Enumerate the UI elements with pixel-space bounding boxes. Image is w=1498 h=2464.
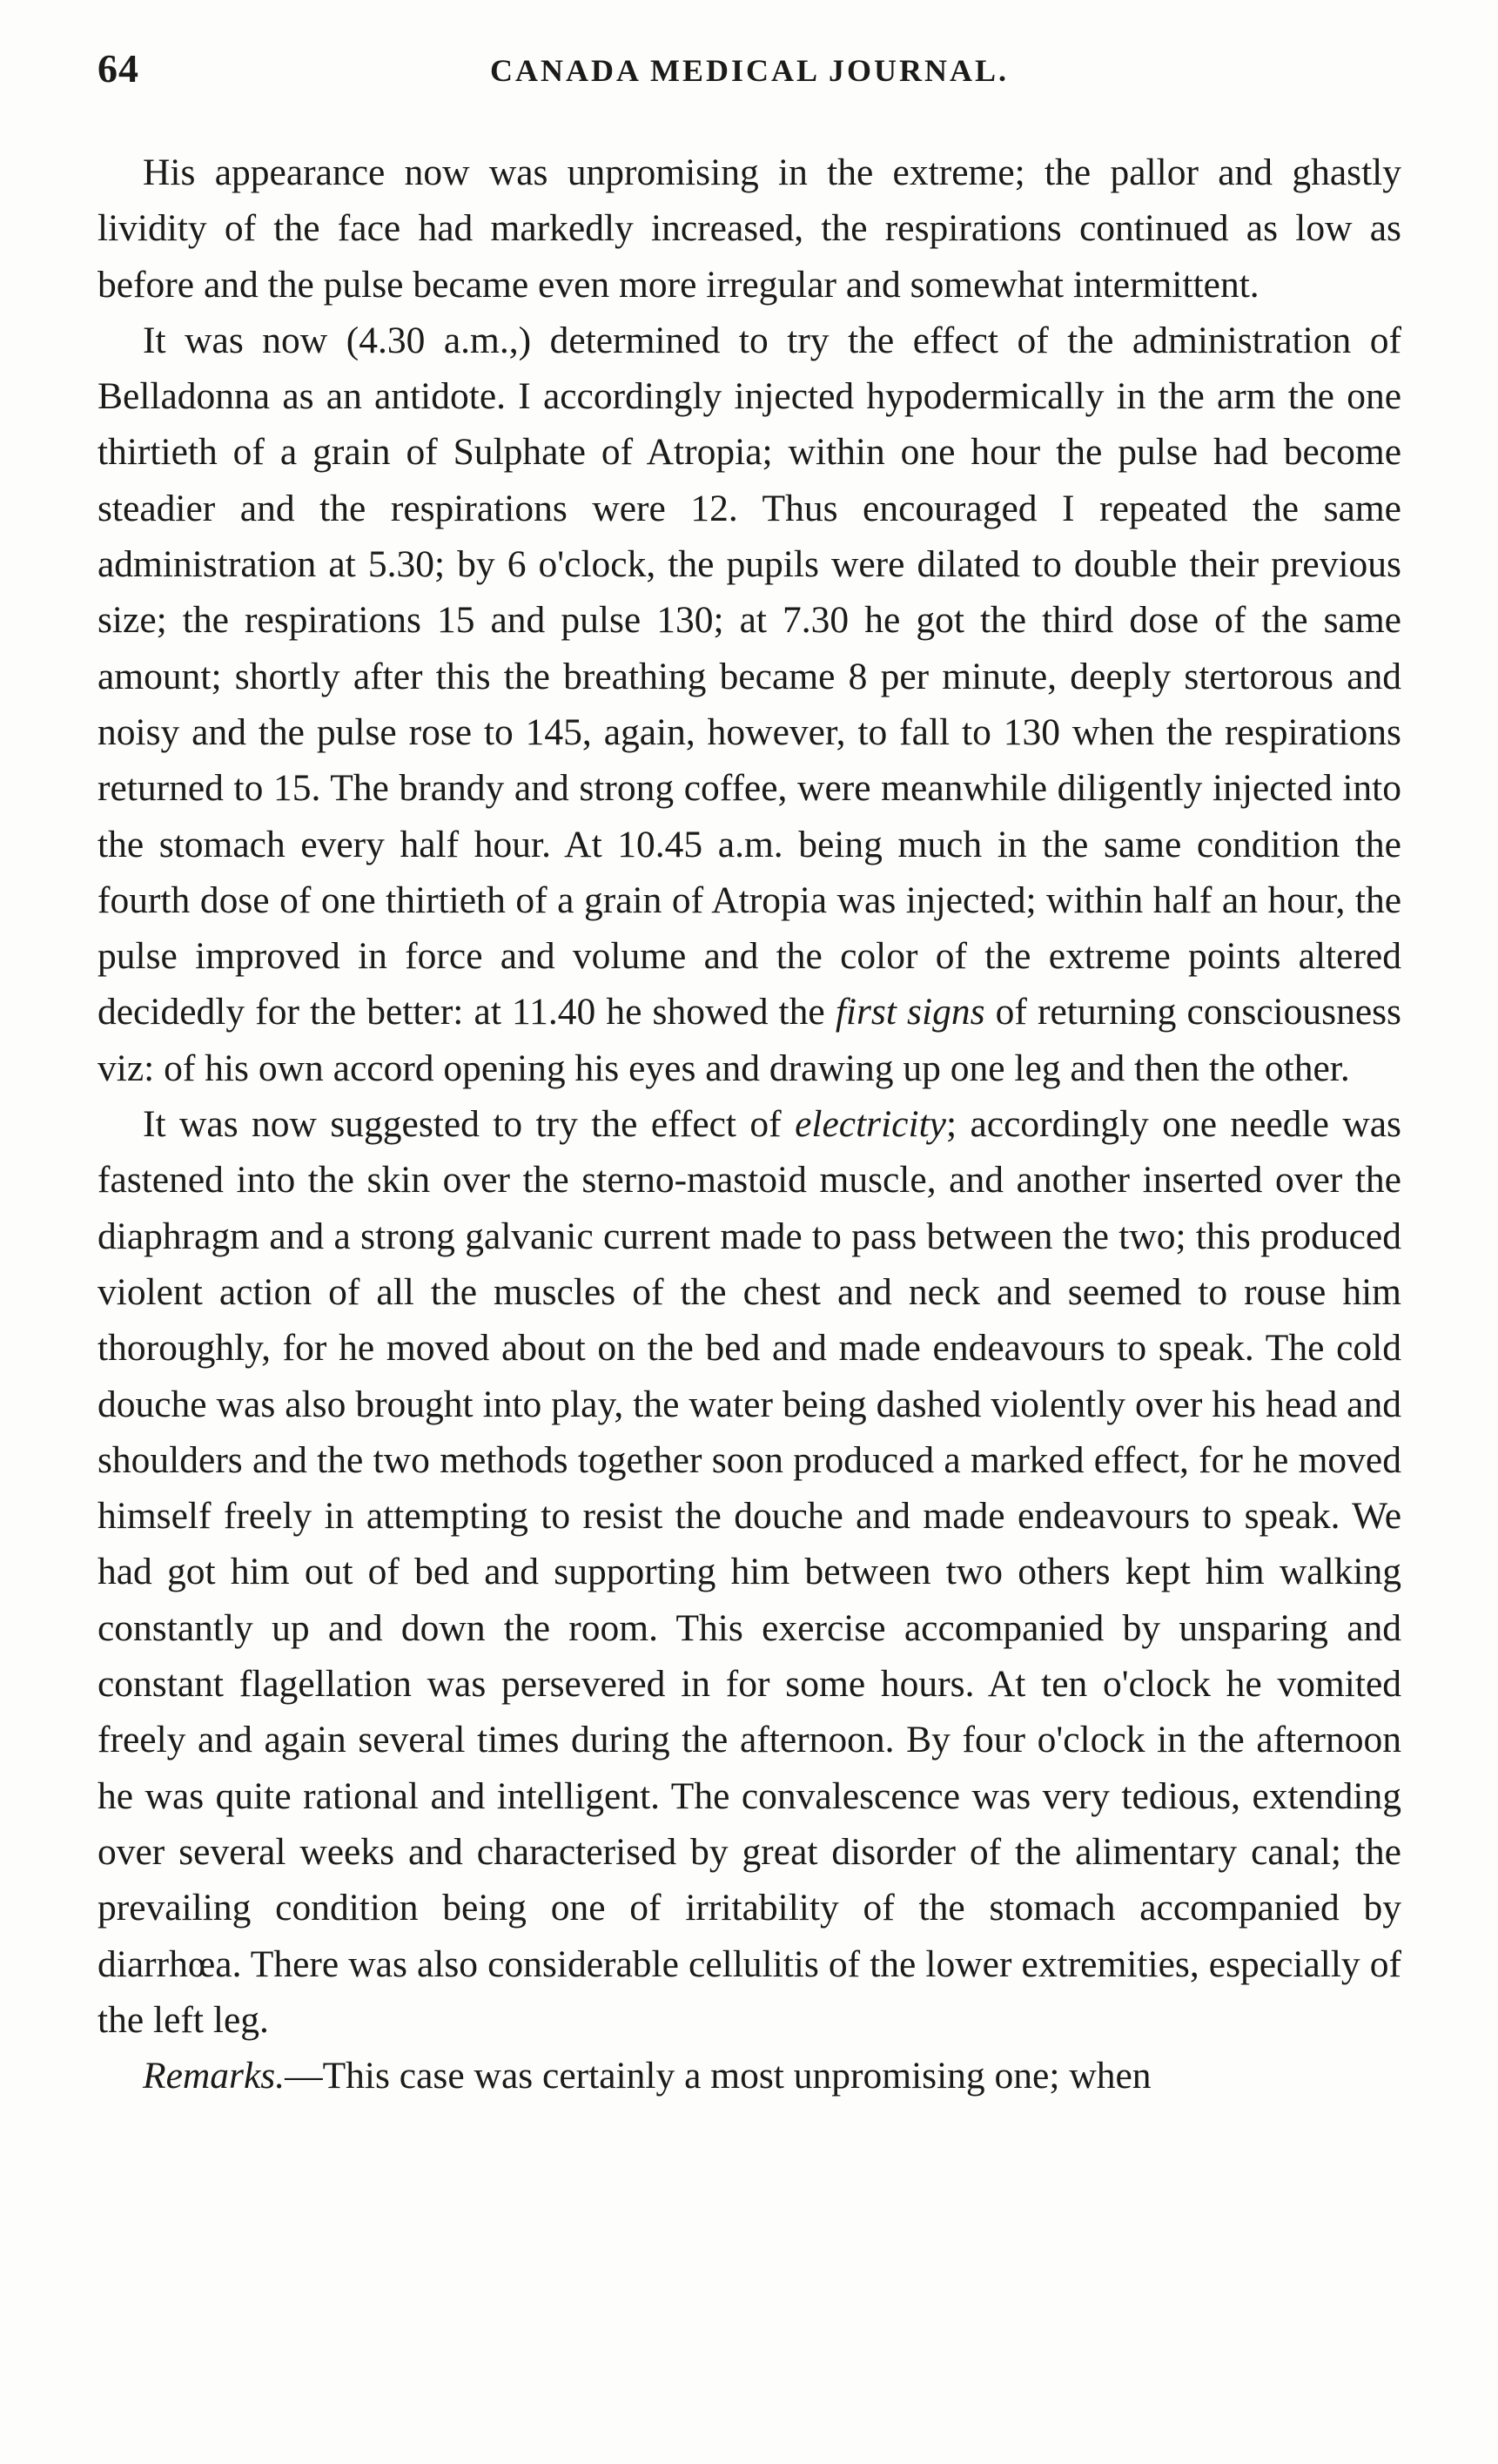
italic-text: first signs (835, 991, 985, 1033)
text-run: of returning consciousness viz: of his own accord opening his eyes and drawing up one leg and then the other. (97, 991, 1401, 1089)
text-run: —This case was certainly a most unpromising one; when (285, 2055, 1152, 2097)
text-run: ; accordingly one needle was fastened into the skin over the sterno-mastoid muscle, and another inserted over the diaphragm and a strong galvanic current made to pass between the two; this produced violent action of all the muscles of the chest and neck and seemed to rouse him thoroughly, for he moved about on the bed and made endeavours to speak. The cold douche was also brought into play, the water being dashed violently over his head and shoulders and the two methods together soon produced a marked effect, for he moved himself freely in attempting to resist the douche and made endeavours to speak. We had got him out of bed and supporting him between two others kept him walking constantly up and down the room. This exercise accompanied by unsparing and constant flagellation was persevered in for some hours. At ten o'clock he vomited freely and again several times during the afternoon. By four o'clock in the afternoon he was quite rational and intelligent. The convalescence was very tedious, extending over several weeks and characterised by great disorder of the alimentary canal; the prevailing condition being one of irritability of the stomach accompanied by diarrhœa. There was also considerable cellulitis of the lower extremities, especially of the left leg. (97, 1103, 1401, 2041)
paragraph (97, 1096, 1401, 2048)
running-head (97, 45, 1401, 98)
italic-text: Remarks. (143, 2055, 285, 2097)
text-run: His appearance now was unpromising in the extreme; the pallor and ghastly lividity of the face had markedly increased, the respirations continued as low as before and the pulse became even more irregular and somewhat intermittent. (97, 151, 1401, 306)
text-run: It was now (4.30 a.m.,) determined to try the effect of the administration of Belladonna as an antidote. I accordingly injected hypodermically in the arm the one thirtieth of a grain of Sulphate of Atropia; within one hour the pulse had become steadier and the respirations were 12. Thus encouraged I repeated the same administration at 5.30; by 6 o'clock, the pupils were dilated to double their previous size; the respirations 15 and pulse 130; at 7.30 he got the third dose of the same amount; shortly after this the breathing became 8 per minute, deeply stertorous and noisy and the pulse rose to 145, again, however, to fall to 130 when the respirations returned to 15. The brandy and strong coffee, were meanwhile diligently injected into the stomach every half hour. At 10.45 a.m. being much in the same condition the fourth dose of one thirtieth of a grain of Atropia was injected; within half an hour, the pulse improved in force and volume and the color of the extreme points altered decidedly for the better: at 11.40 he showed the (97, 319, 1401, 1033)
page-number: 64 (97, 46, 139, 91)
paragraph (97, 2048, 1401, 2104)
article-body (97, 145, 1401, 2104)
journal-title: CANADA MEDICAL JOURNAL. (489, 53, 1010, 88)
italic-text: electricity (795, 1103, 946, 1146)
text-run: It was now suggested to try the effect of (143, 1103, 796, 1146)
paragraph (97, 145, 1401, 313)
paragraph (97, 313, 1401, 1096)
